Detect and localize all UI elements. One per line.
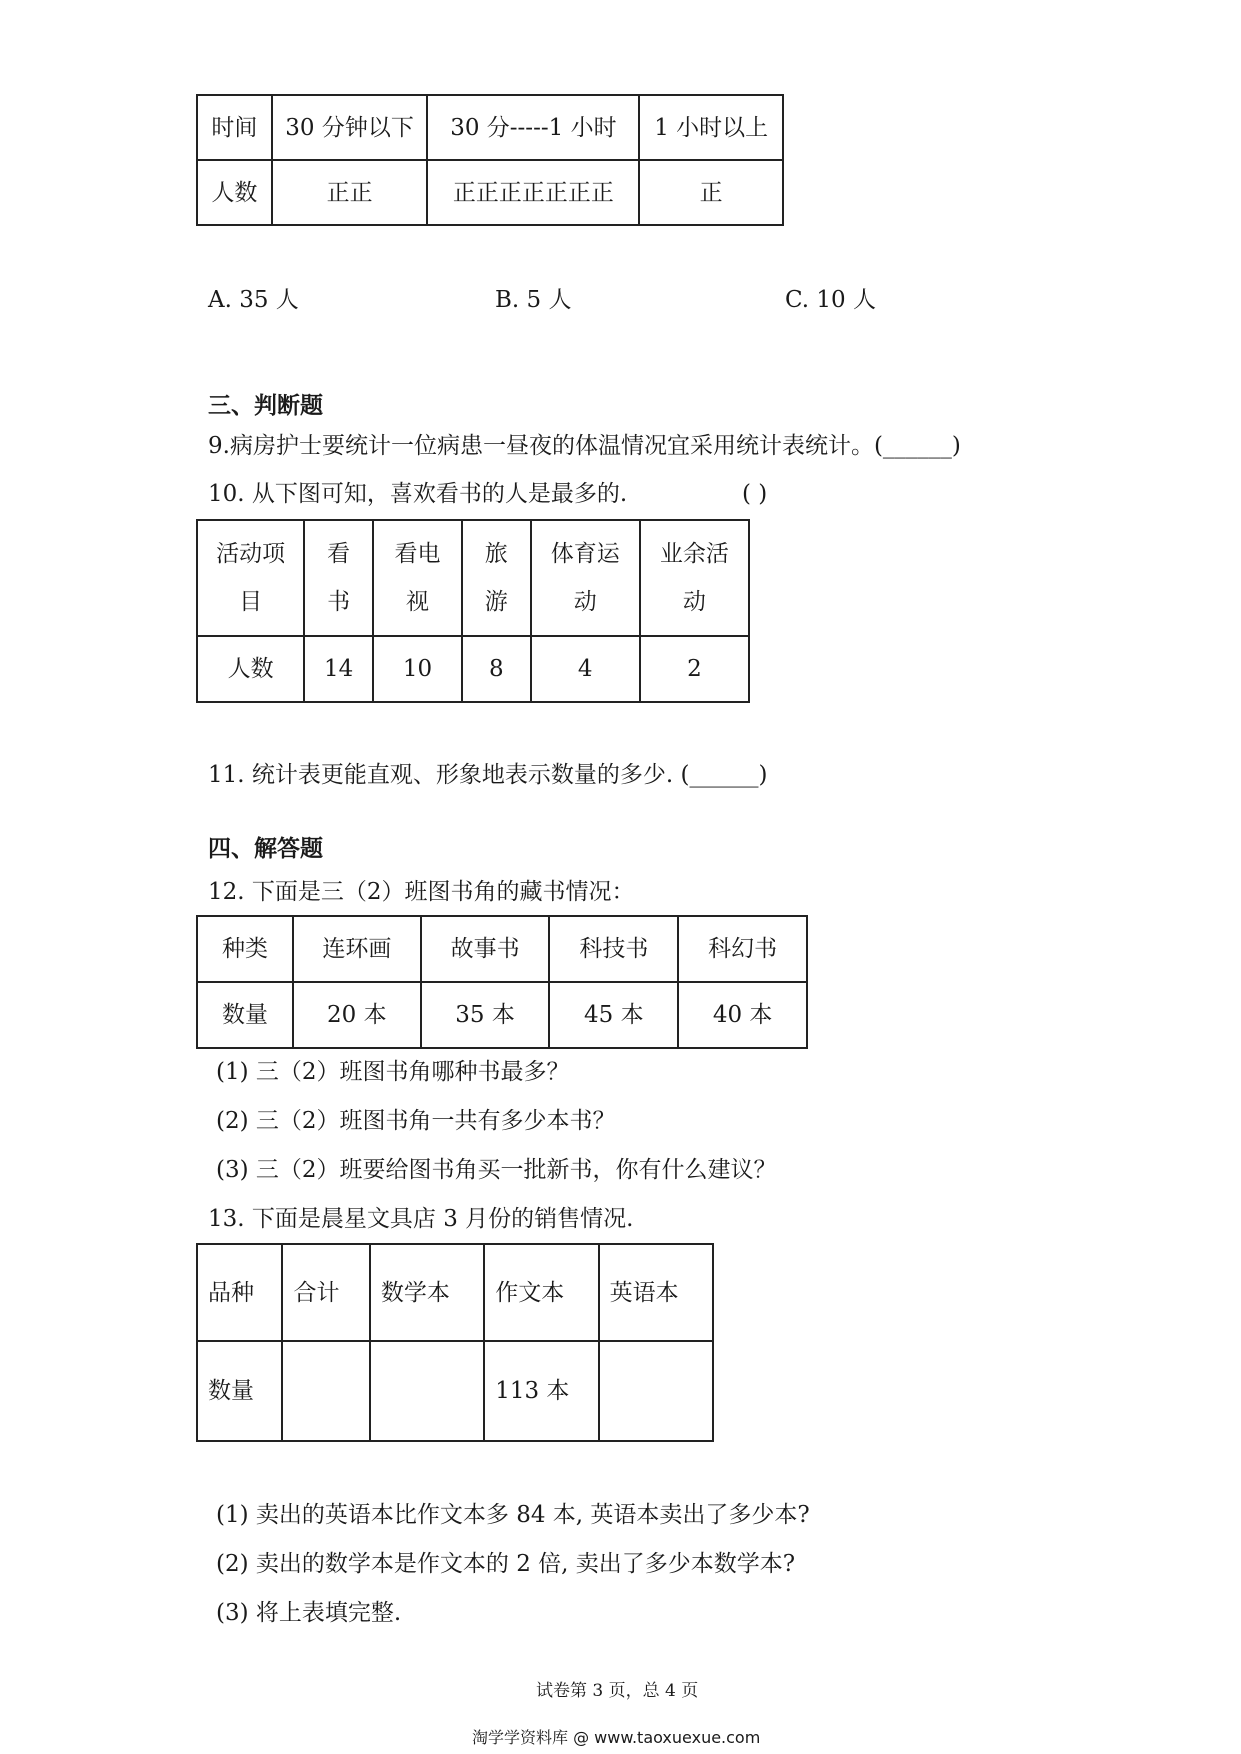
table-cell: 科幻书 xyxy=(678,916,807,982)
table-cell: 英语本 xyxy=(599,1244,713,1341)
table-cell: 45 本 xyxy=(549,982,678,1048)
activity-table xyxy=(196,519,750,703)
table-cell: 数量 xyxy=(197,982,293,1048)
table-cell: 正正正正正正正 xyxy=(427,160,639,225)
question-9: 9.病房护士要统计一位病患一昼夜的体温情况宜采用统计表统计。(______) xyxy=(208,433,961,459)
table-cell: 14 xyxy=(304,636,373,702)
table-cell: 正 xyxy=(639,160,783,225)
table-cell: 数学本 xyxy=(370,1244,484,1341)
page-footer: 试卷第 3 页，总 4 页 xyxy=(536,1681,699,1701)
table-cell: 10 xyxy=(373,636,462,702)
question-11: 11. 统计表更能直观、形象地表示数量的多少. (______) xyxy=(208,762,768,788)
question-13: 13. 下面是晨星文具店 3 月份的销售情况. xyxy=(208,1206,634,1232)
table-cell xyxy=(370,1341,484,1441)
table-cell: 1 小时以上 xyxy=(639,95,783,160)
table-cell: 旅游 xyxy=(462,520,531,636)
table-cell: 科技书 xyxy=(549,916,678,982)
option-a: A. 35 人 xyxy=(208,287,299,313)
table-cell: 人数 xyxy=(197,636,304,702)
table-cell xyxy=(599,1341,713,1441)
table-cell: 看电视 xyxy=(373,520,462,636)
book-table xyxy=(196,915,808,1049)
table-cell: 8 xyxy=(462,636,531,702)
table-cell: 体育运动 xyxy=(531,520,640,636)
question-12-sub-3: (3) 三（2）班要给图书角买一批新书，你有什么建议？ xyxy=(216,1157,777,1183)
table-cell: 连环画 xyxy=(293,916,421,982)
question-13-sub-3: (3) 将上表填完整. xyxy=(216,1600,402,1626)
table-cell: 20 本 xyxy=(293,982,421,1048)
sales-table xyxy=(196,1243,714,1442)
option-c: C. 10 人 xyxy=(785,287,876,313)
question-13-sub-2: (2) 卖出的数学本是作文本的 2 倍, 卖出了多少本数学本? xyxy=(216,1551,796,1577)
question-13-sub-1: (1) 卖出的英语本比作文本多 84 本, 英语本卖出了多少本? xyxy=(216,1502,810,1528)
question-12-sub-1: (1) 三（2）班图书角哪种书最多？ xyxy=(216,1059,570,1085)
table-cell: 故事书 xyxy=(421,916,550,982)
section-title-answers: 四、解答题 xyxy=(208,835,323,862)
table-cell xyxy=(282,1341,369,1441)
table-cell: 人数 xyxy=(197,160,272,225)
table-cell: 4 xyxy=(531,636,640,702)
table-cell: 品种 xyxy=(197,1244,282,1341)
answer-paren: ( ) xyxy=(742,481,768,507)
table-cell: 作文本 xyxy=(484,1244,598,1341)
section-title-judgement: 三、判断题 xyxy=(208,392,323,419)
table-cell: 看书 xyxy=(304,520,373,636)
table-cell: 正正 xyxy=(272,160,428,225)
question-10: 10. 从下图可知，喜欢看书的人是最多的. xyxy=(208,481,628,507)
table-cell: 2 xyxy=(640,636,749,702)
table-cell: 时间 xyxy=(197,95,272,160)
table-cell: 113 本 xyxy=(484,1341,598,1441)
table-cell: 30 分钟以下 xyxy=(272,95,428,160)
table-cell: 种类 xyxy=(197,916,293,982)
time-tally-table xyxy=(196,94,784,226)
question-12-sub-2: (2) 三（2）班图书角一共有多少本书？ xyxy=(216,1108,616,1134)
table-cell: 数量 xyxy=(197,1341,282,1441)
question-12: 12. 下面是三（2）班图书角的藏书情况： xyxy=(208,879,635,905)
table-cell: 35 本 xyxy=(421,982,550,1048)
table-cell: 活动项目 xyxy=(197,520,304,636)
option-b: B. 5 人 xyxy=(495,287,572,313)
table-cell: 30 分-----1 小时 xyxy=(427,95,639,160)
watermark: 淘学学资料库 @ www.taoxuexue.com xyxy=(472,1728,761,1747)
table-cell: 业余活动 xyxy=(640,520,749,636)
table-cell: 40 本 xyxy=(678,982,807,1048)
table-cell: 合计 xyxy=(282,1244,369,1341)
